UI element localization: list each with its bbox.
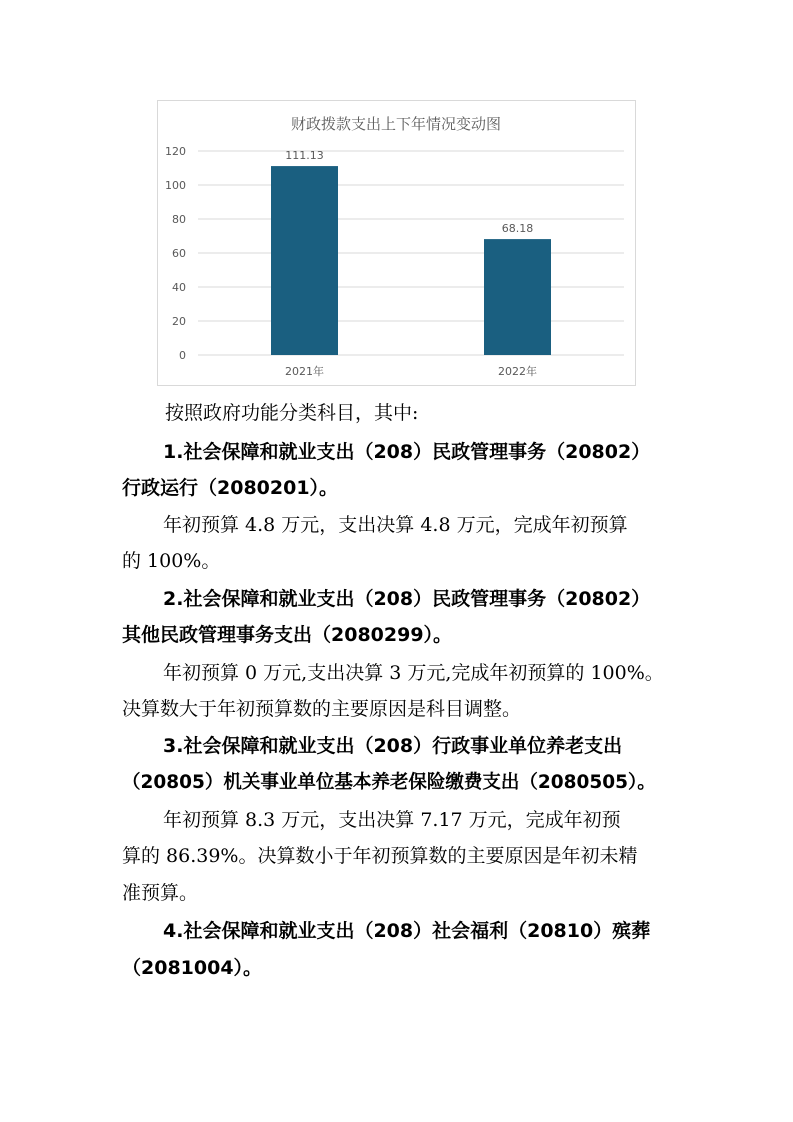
section-2-body-line-2: 决算数大于年初预算数的主要原因是科目调整。 — [122, 698, 522, 720]
section-4-title-line-2: （2081004）。 — [122, 957, 263, 979]
data-label-1: 111.13 — [285, 149, 324, 163]
section-3-title-line-1: 3.社会保障和就业支出（208）行政事业单位养老支出 — [163, 735, 623, 757]
section-1-title-line-1: 1.社会保障和就业支出（208）民政管理事务（20802） — [163, 441, 651, 463]
section-2-title-line-1: 2.社会保障和就业支出（208）民政管理事务（20802） — [163, 588, 651, 610]
y-tick-label: 60 — [172, 247, 186, 260]
y-tick-label: 100 — [165, 179, 186, 192]
section-3-body-line-3: 准预算。 — [122, 882, 199, 904]
bar-chart — [157, 100, 636, 386]
y-tick-label: 0 — [179, 349, 186, 362]
section-2-body-line-1: 年初预算 0 万元,支出决算 3 万元,完成年初预算的 100%。 — [163, 662, 664, 684]
y-tick-label: 20 — [172, 315, 186, 328]
section-3-body-line-1: 年初预算 8.3 万元，支出决算 7.17 万元，完成年初预 — [163, 809, 621, 831]
x-tick-label-2: 2022年 — [498, 365, 537, 378]
section-4-title-line-1: 4.社会保障和就业支出（208）社会福利（20810）殡葬 — [163, 920, 651, 942]
y-tick-label: 120 — [165, 145, 186, 158]
section-3-body-line-2: 算的 86.39%。决算数小于年初预算数的主要原因是年初未精 — [122, 845, 638, 867]
bar-1 — [271, 166, 338, 355]
data-label-2: 68.18 — [501, 222, 534, 236]
section-1-body-line-1: 年初预算 4.8 万元，支出决算 4.8 万元，完成年初预算 — [163, 514, 628, 536]
intro-text: 按照政府功能分类科目，其中: — [165, 402, 419, 424]
section-2-title-line-2: 其他民政管理事务支出（2080299）。 — [122, 624, 453, 646]
y-tick-label: 40 — [172, 281, 186, 294]
chart-title: 财政拨款支出上下年情况变动图 — [290, 115, 502, 133]
y-tick-label: 80 — [172, 213, 186, 226]
section-1-body-line-2: 的 100%。 — [122, 550, 221, 572]
chart-svg — [158, 101, 635, 385]
section-1-title-line-2: 行政运行（2080201）。 — [122, 477, 339, 499]
x-tick-label-1: 2021年 — [285, 365, 324, 378]
section-3-title-line-2: （20805）机关事业单位基本养老保险缴费支出（2080505）。 — [122, 772, 656, 793]
bar-2 — [484, 239, 551, 355]
